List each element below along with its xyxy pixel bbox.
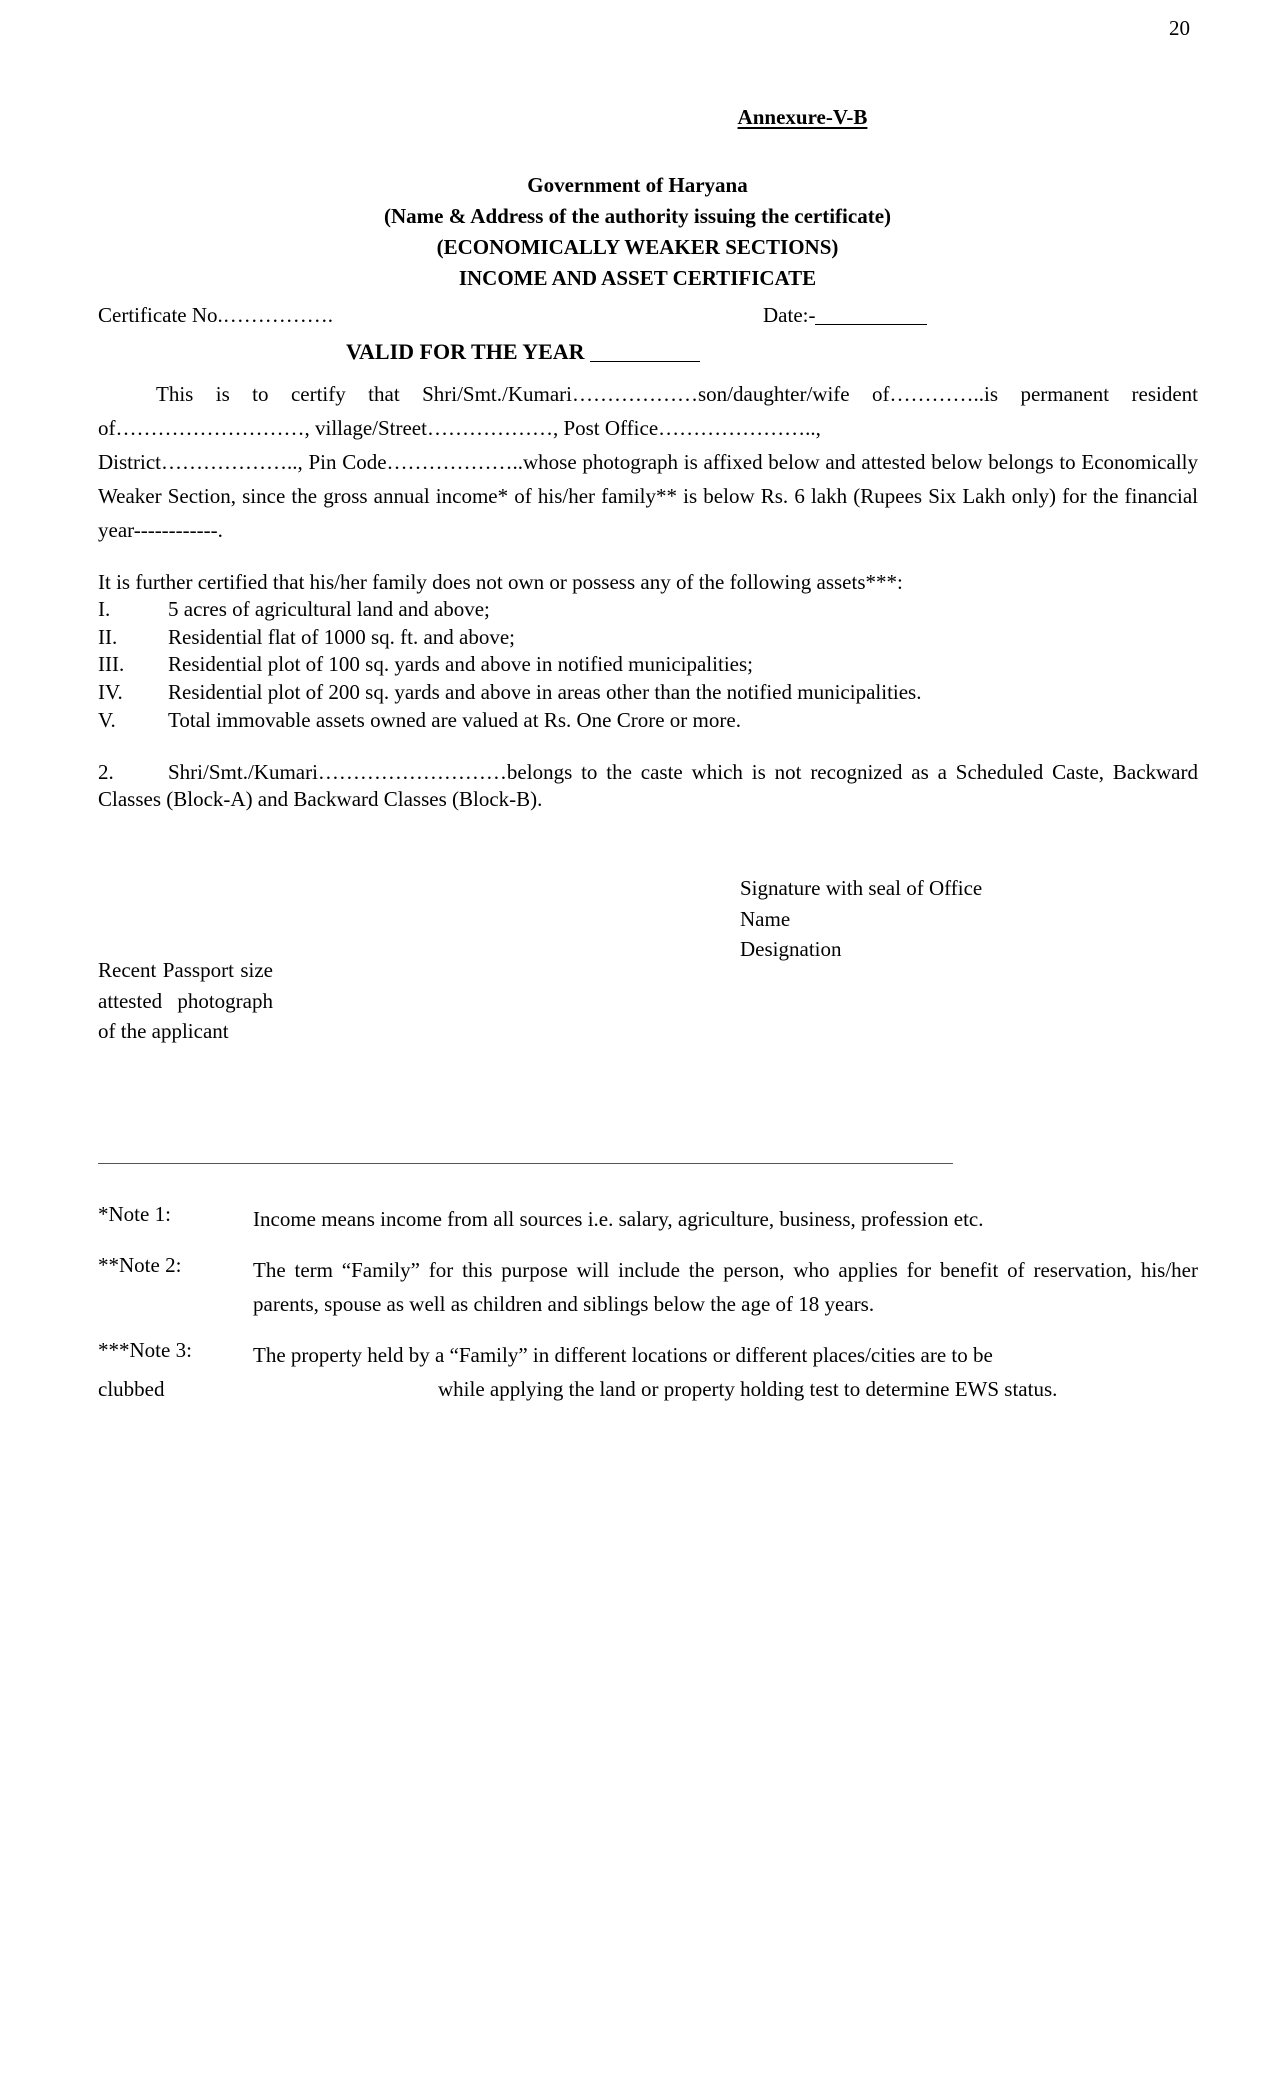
assets-item-numeral: I. — [98, 596, 111, 621]
page-number: 20 — [1169, 16, 1190, 40]
assets-item-text: Residential plot of 100 sq. yards and above in notified municipalities; — [168, 652, 753, 677]
assets-list-item — [98, 679, 1198, 707]
assets-list-item — [98, 651, 1198, 679]
assets-item-text: Total immovable assets owned are valued at Rs. One Crore or more. — [168, 707, 741, 732]
assets-list-item — [98, 707, 1198, 735]
document-body — [98, 305, 1198, 814]
heading-line-government: Government of Haryana — [527, 173, 748, 197]
footnote-3-continuation-text: while applying the land or property holding test to determine EWS status. — [438, 1377, 1058, 1402]
certificate-number-label: Certificate No.……………. — [98, 303, 334, 327]
footnote-1-label: *Note 1: — [98, 1202, 171, 1226]
footnote-1 — [98, 1202, 1198, 1236]
assets-item-numeral: II. — [98, 624, 118, 649]
assets-item-text: Residential plot of 200 sq. yards and above in areas other than the notified municipalities. — [168, 680, 922, 705]
valid-for-year-label: VALID FOR THE YEAR — [345, 339, 585, 364]
footnote-3-label: ***Note 3: — [98, 1338, 192, 1363]
photograph-note-text: Recent Passport size attested photograph of — [98, 958, 273, 1044]
assets-list-item — [98, 596, 1198, 624]
footnotes — [98, 1202, 1198, 1423]
date-label: Date:- — [763, 303, 816, 327]
document-heading — [0, 170, 1275, 293]
signature-name-label: Name — [740, 906, 791, 931]
footnote-3-continuation-label: clubbed — [98, 1377, 165, 1402]
clause-2 — [98, 759, 1198, 814]
annexure-label-text: Annexure-V-B — [737, 105, 868, 129]
heading-line-authority: (Name & Address of the authority issuing the certificate) — [383, 203, 892, 228]
valid-for-year-row — [98, 341, 1198, 377]
footnote-1-text: Income means income from all sources i.e. salary, agriculture, business, profession etc. — [253, 1207, 984, 1231]
assets-item-numeral: IV. — [98, 680, 123, 705]
certificate-number-row — [98, 305, 1198, 341]
photograph-note-last-line: the applicant — [120, 1019, 229, 1044]
heading-line-title: INCOME AND ASSET CERTIFICATE — [458, 265, 817, 290]
valid-year-blank-line — [590, 361, 700, 362]
footnote-3 — [98, 1338, 1198, 1406]
footnote-3-text: The property held by a “Family” in different locations or different places/cities are to be — [253, 1343, 993, 1368]
photograph-placeholder — [98, 955, 273, 1047]
footnote-2-text: The term “Family” for this purpose will include the person, who applies for benefit of reservation, his/her parents, spouse as well as children and siblings below the age of 18 years. — [253, 1258, 1198, 1317]
body-paragraph-2: District……………….., Pin Code………………..whose photograph is affixed below and attested below belongs to Economically Weaker Section, since the gross annual income* of his/her family** is below Rs. 6 lakh (Rupees Six Lakh only) for the financial year------------. — [98, 450, 1198, 543]
footnote-3-continuation — [98, 1372, 1198, 1406]
assets-list-item — [98, 624, 1198, 652]
body-paragraph-1: This is to certify that Shri/Smt./Kumari………………son/daughter/wife of…………..is permanent resident of………………………, village/Street………………, Post Office………………….., — [98, 382, 1198, 441]
assets-list — [98, 596, 1198, 735]
signature-designation-label: Designation — [740, 937, 842, 962]
clause-2-text: Shri/Smt./Kumari………………………belongs to the caste which is not recognized as a Scheduled Caste, Backward Classes (Block-A) and Backward Classes (Block-B). — [98, 759, 1198, 812]
date-field — [763, 305, 927, 326]
assets-item-text: Residential flat of 1000 sq. ft. and above; — [168, 624, 516, 649]
heading-line-ews: (ECONOMICALLY WEAKER SECTIONS) — [436, 234, 839, 259]
annexure-label — [0, 105, 1275, 130]
signature-block — [740, 873, 982, 965]
date-blank-line — [815, 324, 927, 325]
valid-for-year-field — [346, 339, 700, 364]
signature-seal-label: Signature with seal of Office — [740, 876, 983, 900]
footnote-divider — [98, 1163, 953, 1164]
assets-intro-text: It is further certified that his/her family does not own or possess any of the following assets***: — [98, 570, 903, 595]
assets-item-numeral: V. — [98, 707, 116, 732]
footnote-2 — [98, 1253, 1198, 1321]
footnote-2-label: **Note 2: — [98, 1253, 182, 1278]
assets-item-text: 5 acres of agricultural land and above; — [168, 596, 490, 621]
clause-2-number: 2. — [98, 759, 114, 784]
assets-item-numeral: III. — [98, 652, 125, 677]
